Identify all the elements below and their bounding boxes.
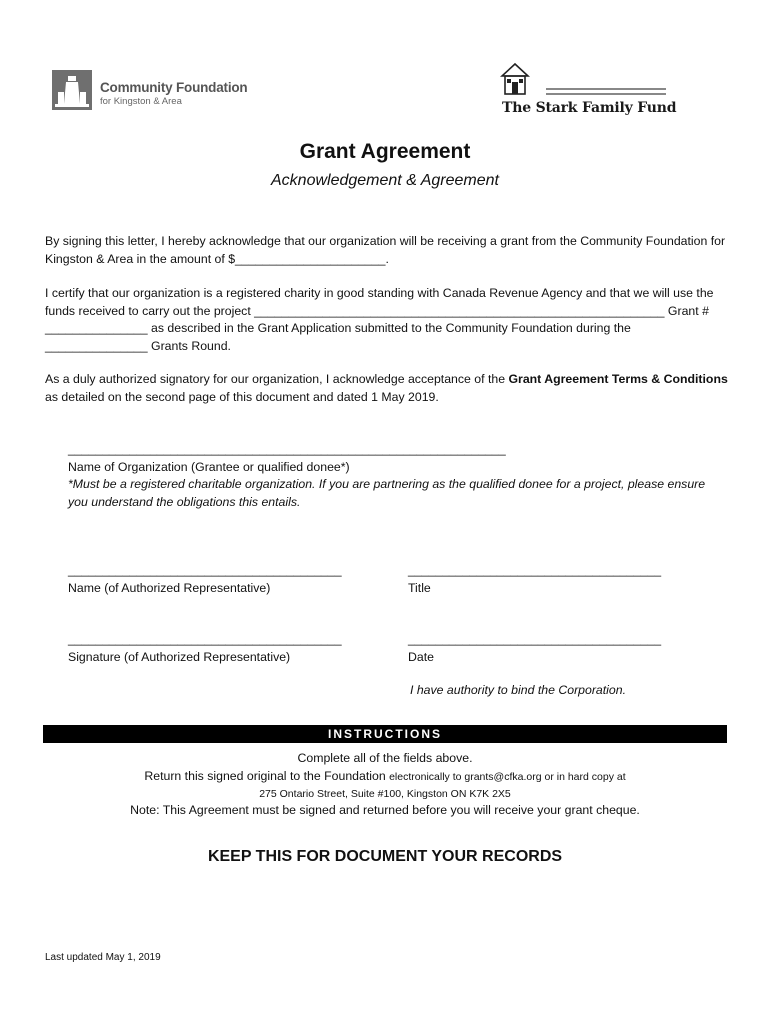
stark-logo-name: The Stark Family Fund [502,100,677,116]
authority-statement: I have authority to bind the Corporation. [410,683,627,697]
signature-label: Signature (of Authorized Representative) [68,649,291,664]
community-foundation-logo [52,70,252,112]
lighthouse-icon [52,70,96,112]
organization-block [68,441,728,511]
cf-logo-name: Community Foundation [100,80,248,95]
title-label: Title [408,580,431,595]
qualified-donee-note: *Must be a registered charitable organization. If you are partnering as the qualified donee for a project, please ensure you understand the obligations this entails. [68,477,706,509]
organization-name-line[interactable]: ________________________________________________________________ [68,442,506,456]
page-title: Grant Agreement [299,140,471,163]
representative-name-label: Name (of Authorized Representative) [68,580,271,595]
keep-records-heading: KEEP THIS FOR DOCUMENT YOUR RECORDS [207,848,563,865]
acknowledgement-paragraph: By signing this letter, I hereby acknowledge that our organization will be receiving a grant from the Community Foundation for Kingston & Area in the amount of $______________________. [45,234,726,266]
signature-line[interactable]: ________________________________________ [68,632,342,646]
instruction-line-2 [0,769,770,783]
instruction-return-text: Return this signed original to the Foundation [144,769,390,783]
date-field [408,631,661,666]
title-field [408,562,661,597]
instructions-heading: INSTRUCTIONS [43,725,727,743]
representative-name-line[interactable]: ________________________________________ [68,563,342,577]
organization-name-label: Name of Organization (Grantee or qualified donee*) [68,459,350,474]
representative-name-field [68,562,342,597]
date-line[interactable]: _____________________________________ [408,632,662,646]
terms-conditions-bold: Grant Agreement Terms & Conditions [508,372,728,386]
date-label: Date [408,649,434,664]
last-updated: Last updated May 1, 2019 [45,952,161,963]
cf-logo-sub: for Kingston & Area [100,96,182,107]
page-subtitle: Acknowledgement & Agreement [271,172,499,189]
stark-family-fund-logo [500,62,677,118]
title-line[interactable]: _____________________________________ [408,563,662,577]
acceptance-text-start: As a duly authorized signatory for our organization, I acknowledge acceptance of the [45,372,509,386]
certification-paragraph: I certify that our organization is a registered charity in good standing with Canada Revenue Agency and that we will use the funds received to carry out the project ____________________________________________________________ Grant # _______________ as described in the Grant Application submitted to the Community Foundation during the _______________ Grants Round. [45,286,714,353]
signature-field [68,631,342,666]
foundation-address: 275 Ontario Street, Suite #100, Kingston ON K7K 2X5 [259,788,511,800]
acceptance-text-end: as detailed on the second page of this document and dated 1 May 2019. [45,389,439,404]
instruction-line-1: Complete all of the fields above. [297,751,473,765]
house-icon [500,62,530,98]
instruction-email-text: electronically to grants@cfka.org or in hard copy at [389,771,626,783]
acceptance-paragraph [45,371,735,406]
instruction-note: Note: This Agreement must be signed and returned before you will receive your grant cheque. [130,803,640,817]
